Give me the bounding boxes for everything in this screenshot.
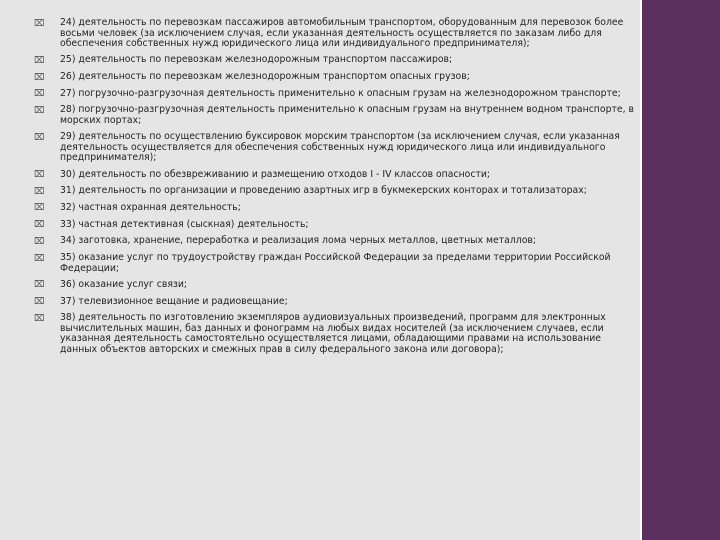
list-item-text: 36) оказание услуг связи; (60, 278, 188, 290)
list-item (34, 313, 634, 355)
checkbox-bullet-icon: ⌧ (34, 186, 45, 197)
list-item (34, 72, 634, 83)
list-item (34, 18, 634, 50)
checkbox-bullet-icon: ⌧ (34, 132, 45, 143)
list-item-text: 34) заготовка, хранение, переработка и реализация лома черных металлов, цветных металлов; (60, 235, 537, 247)
checkbox-bullet-icon: ⌧ (34, 55, 45, 66)
list-item (34, 132, 634, 164)
checkbox-bullet-icon: ⌧ (34, 170, 45, 181)
list-item (34, 297, 634, 308)
list-item-text: 35) оказание услуг по трудоустройству граждан Российской Федерации за пределами территории Российской Федерации; (60, 252, 611, 274)
checkbox-bullet-icon: ⌧ (34, 18, 45, 29)
list-item-text: 24) деятельность по перевозкам пассажиров автомобильным транспортом, оборудованным для перевозок более восьми человек (за исключением случая, если указанная деятельность осуществляется по заказам либо для обеспечения собственных нужд юридического лица или индивидуального предпринимателя); (60, 17, 624, 50)
list-item-text: 32) частная охранная деятельность; (60, 201, 241, 213)
list-item-text: 30) деятельность по обезвреживанию и размещению отходов I - IV классов опасности; (60, 168, 491, 180)
list-item (34, 89, 634, 100)
checkbox-bullet-icon: ⌧ (34, 253, 45, 264)
list-item-text: 26) деятельность по перевозкам железнодорожным транспортом опасных грузов; (60, 71, 470, 83)
list-item (34, 105, 634, 126)
list-item-text: 37) телевизионное вещание и радиовещание; (60, 295, 288, 307)
checkbox-bullet-icon: ⌧ (34, 236, 45, 247)
list-item (34, 220, 634, 231)
list-item (34, 55, 634, 66)
checkbox-bullet-icon: ⌧ (34, 297, 45, 307)
list-item (34, 236, 634, 247)
accent-bar (642, 0, 720, 540)
license-activity-list (34, 18, 634, 361)
checkbox-bullet-icon: ⌧ (34, 72, 45, 83)
list-item (34, 280, 634, 291)
list-item (34, 253, 634, 274)
list-item (34, 170, 634, 181)
checkbox-bullet-icon: ⌧ (34, 105, 45, 116)
list-item (34, 203, 634, 214)
list-item (34, 186, 634, 197)
list-item-text: 29) деятельность по осуществлению буксировок морским транспортом (за исключением случая, если указанная деятельность осуществляется для обеспечения собственных нужд юридического лица или индивидуального предпринимателя); (60, 131, 620, 164)
checkbox-bullet-icon: ⌧ (34, 313, 45, 324)
list-item-text: 33) частная детективная (сыскная) деятельность; (60, 218, 309, 230)
list-item-text: 31) деятельность по организации и проведению азартных игр в букмекерских конторах и тотализаторах; (60, 185, 587, 197)
list-item-text: 27) погрузочно-разгрузочная деятельность применительно к опасным грузам на железнодорожном транспорте; (60, 87, 621, 99)
checkbox-bullet-icon: ⌧ (34, 203, 45, 214)
list-item-text: 28) погрузочно-разгрузочная деятельность применительно к опасным грузам на внутреннем водном транспорте, в морских портах; (60, 104, 634, 127)
list-item-text: 38) деятельность по изготовлению экземпляров аудиовизуальных произведений, программ для электронных вычислительных машин, баз данных и фонограмм на любых видах носителей (за исключением случаев, если указанная деятельность самостоятельно осуществляется лицами, обладающими правами на использование данных объектов авторских и смежных прав в силу федерального закона или договора); (60, 312, 606, 355)
checkbox-bullet-icon: ⌧ (34, 89, 45, 100)
checkbox-bullet-icon: ⌧ (34, 220, 45, 231)
checkbox-bullet-icon: ⌧ (34, 280, 45, 291)
list-item-text: 25) деятельность по перевозкам железнодорожным транспортом пассажиров; (60, 54, 453, 66)
